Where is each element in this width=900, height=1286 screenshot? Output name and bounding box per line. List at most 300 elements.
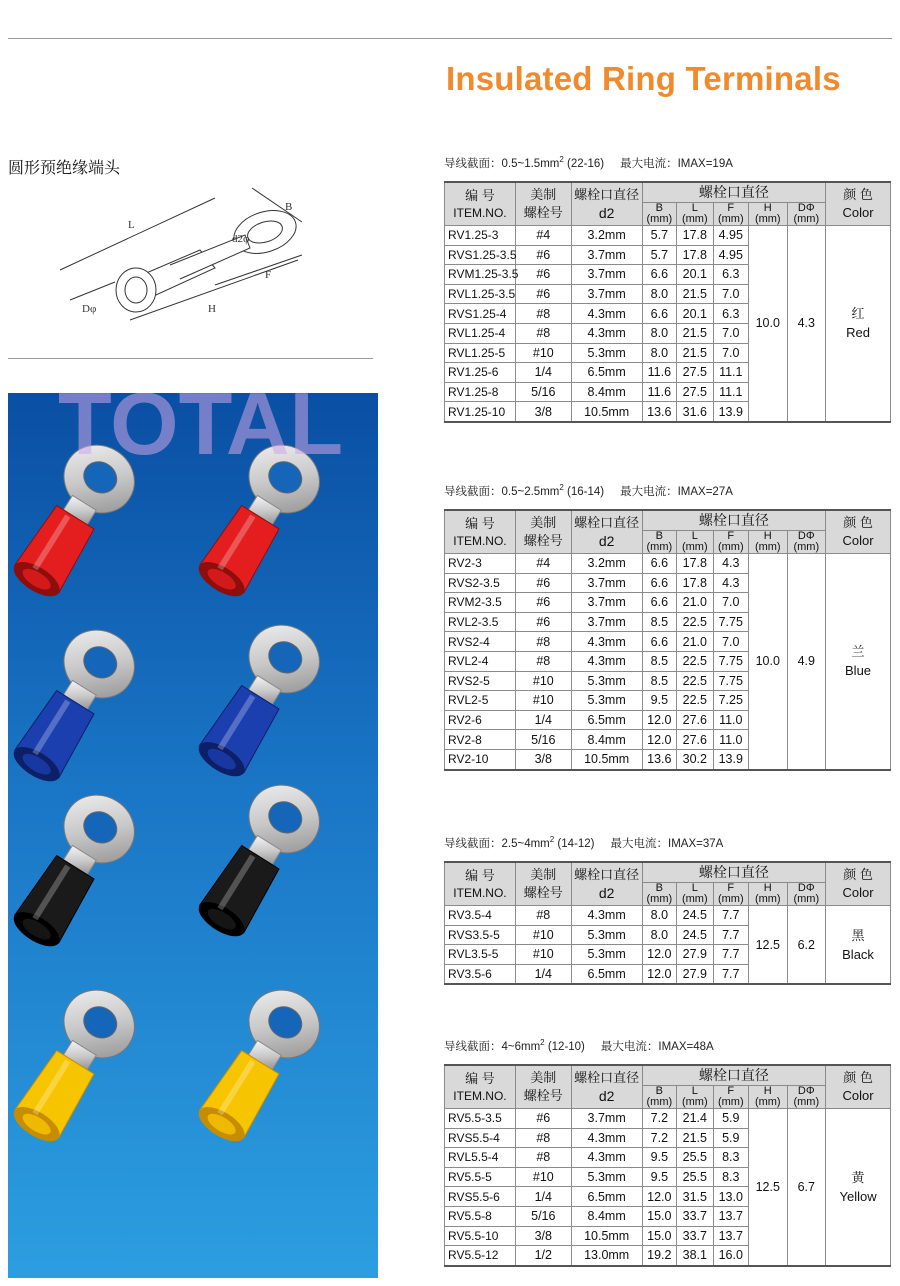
L-value: 25.5 bbox=[677, 1167, 713, 1187]
stud-size: 1/4 bbox=[515, 964, 571, 984]
B-value: 5.7 bbox=[642, 226, 676, 246]
color-en: Yellow bbox=[839, 1188, 877, 1204]
col-dims: 螺栓口直径 bbox=[642, 510, 825, 531]
item-no: RVS2-4 bbox=[445, 632, 516, 652]
d2-value: 5.3mm bbox=[571, 925, 642, 945]
L-value: 17.8 bbox=[677, 245, 713, 265]
d2-value: 4.3mm bbox=[571, 651, 642, 671]
color-cn: 黑 bbox=[851, 927, 865, 943]
L-value: 21.0 bbox=[677, 593, 713, 613]
col-stud: 美制 螺栓号 bbox=[515, 510, 571, 554]
color-en: Black bbox=[842, 946, 874, 962]
F-value: 13.7 bbox=[713, 1206, 748, 1226]
F-value: 7.7 bbox=[713, 964, 748, 984]
stud-size: 5/16 bbox=[515, 730, 571, 750]
F-value: 7.0 bbox=[713, 593, 748, 613]
F-value: 7.0 bbox=[713, 632, 748, 652]
col-item: 编 号 ITEM.NO. bbox=[445, 862, 516, 906]
col-color: 颜 色 Color bbox=[826, 1065, 891, 1109]
F-value: 8.3 bbox=[713, 1167, 748, 1187]
stud-size: #8 bbox=[515, 304, 571, 324]
item-no: RVS5.5-4 bbox=[445, 1128, 516, 1148]
wire-section: 导线截面：2.5~4mm bbox=[444, 838, 550, 850]
color-cn: 兰 bbox=[851, 644, 865, 660]
max-current: 最大电流：IMAX=27A bbox=[620, 486, 733, 498]
product-photo bbox=[8, 393, 378, 1278]
B-value: 12.0 bbox=[642, 710, 676, 730]
spec-table bbox=[444, 861, 891, 985]
section-header bbox=[444, 483, 733, 499]
item-no: RVL2-3.5 bbox=[445, 612, 516, 632]
d2-value: 4.3mm bbox=[571, 906, 642, 926]
color-en: Red bbox=[846, 325, 870, 341]
stud-size: 3/8 bbox=[515, 1226, 571, 1246]
item-no: RVS2-3.5 bbox=[445, 573, 516, 593]
wire-section-sup: 2 bbox=[559, 483, 564, 493]
B-value: 6.6 bbox=[642, 265, 676, 285]
wire-section: 导线截面：0.5~1.5mm bbox=[444, 158, 560, 170]
stud-size: 5/16 bbox=[515, 1206, 571, 1226]
d2-value: 10.5mm bbox=[571, 1226, 642, 1246]
item-no: RV5.5-3.5 bbox=[445, 1109, 516, 1129]
stud-size: #10 bbox=[515, 925, 571, 945]
stud-size: 1/4 bbox=[515, 363, 571, 383]
d2-value: 3.7mm bbox=[571, 612, 642, 632]
L-value: 31.6 bbox=[677, 402, 713, 422]
L-value: 27.9 bbox=[677, 945, 713, 965]
wire-section-sup: 2 bbox=[549, 835, 555, 845]
B-value: 6.6 bbox=[642, 632, 676, 652]
B-value: 12.0 bbox=[642, 730, 676, 750]
L-value: 17.8 bbox=[677, 554, 713, 574]
item-no: RV5.5-12 bbox=[445, 1246, 516, 1266]
col-d2: 螺栓口直径 d2 bbox=[571, 510, 642, 554]
col-stud: 美制 螺栓号 bbox=[515, 1065, 571, 1109]
awg: (22-16) bbox=[563, 158, 605, 170]
top-rule bbox=[8, 38, 892, 39]
col-d2: 螺栓口直径 d2 bbox=[571, 182, 642, 226]
F-value: 11.1 bbox=[713, 382, 748, 402]
F-value: 7.75 bbox=[713, 671, 748, 691]
L-value: 27.6 bbox=[677, 710, 713, 730]
col-dims: 螺栓口直径 bbox=[642, 1065, 825, 1086]
color-cn: 红 bbox=[851, 306, 865, 322]
L-value: 21.5 bbox=[677, 343, 713, 363]
L-value: 27.5 bbox=[677, 363, 713, 383]
item-no: RV1.25-10 bbox=[445, 402, 516, 422]
F-value: 4.3 bbox=[713, 573, 748, 593]
item-no: RVS3.5-5 bbox=[445, 925, 516, 945]
item-no: RVL1.25-3.5 bbox=[445, 284, 516, 304]
B-value: 8.0 bbox=[642, 343, 676, 363]
B-value: 8.5 bbox=[642, 671, 676, 691]
L-value: 20.1 bbox=[677, 265, 713, 285]
wire-section: 导线截面：0.5~2.5mm bbox=[444, 486, 560, 498]
terminal-6 bbox=[185, 772, 332, 948]
L-value: 17.8 bbox=[677, 226, 713, 246]
L-value: 24.5 bbox=[677, 925, 713, 945]
D-value: 6.2 bbox=[787, 906, 826, 985]
stud-size: #8 bbox=[515, 651, 571, 671]
terminal-8 bbox=[185, 977, 332, 1153]
d2-value: 10.5mm bbox=[571, 749, 642, 769]
F-value: 11.1 bbox=[713, 363, 748, 383]
item-no: RV5.5-8 bbox=[445, 1206, 516, 1226]
item-no: RV3.5-6 bbox=[445, 964, 516, 984]
col-F: F (mm) bbox=[713, 1086, 748, 1109]
d2-value: 3.7mm bbox=[571, 1109, 642, 1129]
section-header bbox=[444, 1038, 714, 1054]
item-no: RV3.5-4 bbox=[445, 906, 516, 926]
left-rule bbox=[8, 358, 373, 359]
col-L: L (mm) bbox=[677, 883, 713, 906]
item-no: RV5.5-5 bbox=[445, 1167, 516, 1187]
stud-size: #10 bbox=[515, 691, 571, 711]
d2-value: 4.3mm bbox=[571, 632, 642, 652]
color-cell bbox=[826, 906, 891, 985]
L-value: 24.5 bbox=[677, 906, 713, 926]
B-value: 9.5 bbox=[642, 691, 676, 711]
B-value: 15.0 bbox=[642, 1226, 676, 1246]
col-H: H (mm) bbox=[749, 883, 788, 906]
d2-value: 3.7mm bbox=[571, 573, 642, 593]
wire-section-sup: 2 bbox=[559, 155, 564, 165]
spec-table bbox=[444, 181, 891, 423]
col-B: B (mm) bbox=[642, 883, 676, 906]
B-value: 11.6 bbox=[642, 382, 676, 402]
col-d2: 螺栓口直径 d2 bbox=[571, 1065, 642, 1109]
F-value: 7.25 bbox=[713, 691, 748, 711]
page-title: Insulated Ring Terminals bbox=[446, 60, 841, 97]
chinese-title: 圆形预绝缘端头 bbox=[8, 160, 121, 177]
stud-size: #4 bbox=[515, 226, 571, 246]
max-current: 最大电流：IMAX=37A bbox=[610, 838, 724, 850]
d2-value: 8.4mm bbox=[571, 382, 642, 402]
d2-value: 3.2mm bbox=[571, 226, 642, 246]
item-no: RV2-10 bbox=[445, 749, 516, 769]
F-value: 4.95 bbox=[713, 226, 748, 246]
table-row bbox=[445, 226, 891, 246]
d2-value: 3.2mm bbox=[571, 554, 642, 574]
section-header bbox=[444, 835, 723, 851]
col-stud: 美制 螺栓号 bbox=[515, 862, 571, 906]
F-value: 4.3 bbox=[713, 554, 748, 574]
B-value: 15.0 bbox=[642, 1206, 676, 1226]
terminal-4 bbox=[185, 612, 332, 788]
L-value: 17.8 bbox=[677, 573, 713, 593]
B-value: 8.0 bbox=[642, 925, 676, 945]
stud-size: 1/4 bbox=[515, 1187, 571, 1207]
stud-size: #6 bbox=[515, 284, 571, 304]
col-F: F (mm) bbox=[713, 203, 748, 226]
F-value: 11.0 bbox=[713, 710, 748, 730]
d2-value: 5.3mm bbox=[571, 343, 642, 363]
B-value: 6.6 bbox=[642, 593, 676, 613]
item-no: RVL1.25-5 bbox=[445, 343, 516, 363]
color-cell bbox=[826, 554, 891, 770]
awg: (14-12) bbox=[554, 838, 595, 850]
label-B: B bbox=[285, 201, 293, 213]
L-value: 25.5 bbox=[677, 1148, 713, 1168]
stud-size: #8 bbox=[515, 323, 571, 343]
F-value: 13.9 bbox=[713, 402, 748, 422]
wire-section-sup: 2 bbox=[540, 1038, 545, 1048]
stud-size: 5/16 bbox=[515, 382, 571, 402]
L-value: 30.2 bbox=[677, 749, 713, 769]
stud-size: #4 bbox=[515, 554, 571, 574]
table-row bbox=[445, 906, 891, 926]
H-value: 12.5 bbox=[749, 1109, 788, 1266]
d2-value: 3.7mm bbox=[571, 245, 642, 265]
terminal-3 bbox=[8, 617, 147, 793]
B-value: 13.6 bbox=[642, 749, 676, 769]
col-D: DΦ (mm) bbox=[787, 1086, 826, 1109]
d2-value: 6.5mm bbox=[571, 1187, 642, 1207]
stud-size: #10 bbox=[515, 1167, 571, 1187]
label-L: L bbox=[128, 219, 135, 231]
watermark-text: TOTAL bbox=[58, 393, 344, 473]
F-value: 5.9 bbox=[713, 1128, 748, 1148]
d2-value: 5.3mm bbox=[571, 1167, 642, 1187]
L-value: 21.5 bbox=[677, 323, 713, 343]
color-en: Blue bbox=[845, 663, 872, 679]
item-no: RVS1.25-3.5 bbox=[445, 245, 516, 265]
d2-value: 8.4mm bbox=[571, 730, 642, 750]
d2-value: 10.5mm bbox=[571, 402, 642, 422]
F-value: 13.7 bbox=[713, 1226, 748, 1246]
terminal-images bbox=[8, 393, 378, 1278]
stud-size: #10 bbox=[515, 343, 571, 363]
col-color: 颜 色 Color bbox=[826, 862, 891, 906]
L-value: 27.5 bbox=[677, 382, 713, 402]
d2-value: 5.3mm bbox=[571, 691, 642, 711]
max-current: 最大电流：IMAX=48A bbox=[600, 1041, 714, 1053]
B-value: 12.0 bbox=[642, 1187, 676, 1207]
d2-value: 4.3mm bbox=[571, 323, 642, 343]
col-L: L (mm) bbox=[677, 203, 713, 226]
item-no: RVL2-5 bbox=[445, 691, 516, 711]
d2-value: 3.7mm bbox=[571, 284, 642, 304]
awg: (12-10) bbox=[544, 1041, 585, 1053]
stud-size: #8 bbox=[515, 1128, 571, 1148]
col-item: 编 号 ITEM.NO. bbox=[445, 510, 516, 554]
stud-size: #8 bbox=[515, 632, 571, 652]
d2-value: 13.0mm bbox=[571, 1246, 642, 1266]
F-value: 4.95 bbox=[713, 245, 748, 265]
stud-size: #10 bbox=[515, 945, 571, 965]
label-H: H bbox=[208, 303, 216, 315]
D-value: 4.9 bbox=[787, 554, 826, 770]
item-no: RVS5.5-6 bbox=[445, 1187, 516, 1207]
item-no: RV1.25-3 bbox=[445, 226, 516, 246]
B-value: 6.6 bbox=[642, 573, 676, 593]
D-value: 6.7 bbox=[787, 1109, 826, 1266]
stud-size: 3/8 bbox=[515, 749, 571, 769]
table-row bbox=[445, 1109, 891, 1129]
col-F: F (mm) bbox=[713, 531, 748, 554]
B-value: 6.6 bbox=[642, 304, 676, 324]
L-value: 22.5 bbox=[677, 651, 713, 671]
F-value: 7.7 bbox=[713, 925, 748, 945]
col-D: DΦ (mm) bbox=[787, 203, 826, 226]
L-value: 33.7 bbox=[677, 1206, 713, 1226]
L-value: 27.6 bbox=[677, 730, 713, 750]
F-value: 7.7 bbox=[713, 906, 748, 926]
F-value: 6.3 bbox=[713, 265, 748, 285]
item-no: RVS2-5 bbox=[445, 671, 516, 691]
B-value: 8.0 bbox=[642, 906, 676, 926]
stud-size: #6 bbox=[515, 612, 571, 632]
d2-value: 4.3mm bbox=[571, 304, 642, 324]
stud-size: 1/2 bbox=[515, 1246, 571, 1266]
awg: (16-14) bbox=[563, 486, 605, 498]
B-value: 11.6 bbox=[642, 363, 676, 383]
L-value: 31.5 bbox=[677, 1187, 713, 1207]
color-cell bbox=[826, 226, 891, 422]
F-value: 6.3 bbox=[713, 304, 748, 324]
B-value: 19.2 bbox=[642, 1246, 676, 1266]
section-header bbox=[444, 155, 733, 171]
H-value: 10.0 bbox=[749, 226, 788, 422]
F-value: 8.3 bbox=[713, 1148, 748, 1168]
F-value: 13.9 bbox=[713, 749, 748, 769]
max-current: 最大电流：IMAX=19A bbox=[620, 158, 733, 170]
d2-value: 3.7mm bbox=[571, 265, 642, 285]
color-cn: 黄 bbox=[851, 1169, 865, 1185]
item-no: RV2-6 bbox=[445, 710, 516, 730]
item-no: RV2-3 bbox=[445, 554, 516, 574]
item-no: RVL5.5-4 bbox=[445, 1148, 516, 1168]
item-no: RVL2-4 bbox=[445, 651, 516, 671]
B-value: 13.6 bbox=[642, 402, 676, 422]
L-value: 21.0 bbox=[677, 632, 713, 652]
B-value: 7.2 bbox=[642, 1128, 676, 1148]
F-value: 5.9 bbox=[713, 1109, 748, 1129]
L-value: 22.5 bbox=[677, 691, 713, 711]
F-value: 7.7 bbox=[713, 945, 748, 965]
col-dims: 螺栓口直径 bbox=[642, 862, 825, 883]
d2-value: 8.4mm bbox=[571, 1206, 642, 1226]
col-H: H (mm) bbox=[749, 203, 788, 226]
col-H: H (mm) bbox=[749, 531, 788, 554]
item-no: RVS1.25-4 bbox=[445, 304, 516, 324]
col-item: 编 号 ITEM.NO. bbox=[445, 1065, 516, 1109]
col-L: L (mm) bbox=[677, 531, 713, 554]
B-value: 8.5 bbox=[642, 651, 676, 671]
stud-size: #6 bbox=[515, 593, 571, 613]
item-no: RVL1.25-4 bbox=[445, 323, 516, 343]
F-value: 7.0 bbox=[713, 343, 748, 363]
stud-size: 3/8 bbox=[515, 402, 571, 422]
L-value: 21.5 bbox=[677, 284, 713, 304]
F-value: 7.75 bbox=[713, 612, 748, 632]
d2-value: 6.5mm bbox=[571, 710, 642, 730]
label-d2: d2φ bbox=[232, 233, 250, 245]
label-D: Dφ bbox=[82, 303, 97, 315]
col-D: DΦ (mm) bbox=[787, 883, 826, 906]
dimension-diagram bbox=[40, 180, 320, 340]
wire-section: 导线截面：4~6mm bbox=[444, 1041, 541, 1053]
L-value: 22.5 bbox=[677, 671, 713, 691]
L-value: 27.9 bbox=[677, 964, 713, 984]
item-no: RV2-8 bbox=[445, 730, 516, 750]
col-B: B (mm) bbox=[642, 1086, 676, 1109]
F-value: 11.0 bbox=[713, 730, 748, 750]
color-cell bbox=[826, 1109, 891, 1266]
col-D: DΦ (mm) bbox=[787, 531, 826, 554]
B-value: 8.5 bbox=[642, 612, 676, 632]
terminal-7 bbox=[8, 977, 147, 1153]
item-no: RVM1.25-3.5 bbox=[445, 265, 516, 285]
d2-value: 5.3mm bbox=[571, 671, 642, 691]
stud-size: #8 bbox=[515, 906, 571, 926]
col-d2: 螺栓口直径 d2 bbox=[571, 862, 642, 906]
H-value: 12.5 bbox=[749, 906, 788, 985]
d2-value: 5.3mm bbox=[571, 945, 642, 965]
item-no: RV1.25-6 bbox=[445, 363, 516, 383]
col-L: L (mm) bbox=[677, 1086, 713, 1109]
F-value: 16.0 bbox=[713, 1246, 748, 1266]
L-value: 20.1 bbox=[677, 304, 713, 324]
B-value: 8.0 bbox=[642, 284, 676, 304]
B-value: 7.2 bbox=[642, 1109, 676, 1129]
spec-table bbox=[444, 1064, 891, 1267]
d2-value: 4.3mm bbox=[571, 1148, 642, 1168]
stud-size: #6 bbox=[515, 245, 571, 265]
col-dims: 螺栓口直径 bbox=[642, 182, 825, 203]
col-item: 编 号 ITEM.NO. bbox=[445, 182, 516, 226]
col-color: 颜 色 Color bbox=[826, 510, 891, 554]
B-value: 9.5 bbox=[642, 1167, 676, 1187]
stud-size: 1/4 bbox=[515, 710, 571, 730]
stud-size: #10 bbox=[515, 671, 571, 691]
B-value: 6.6 bbox=[642, 554, 676, 574]
B-value: 9.5 bbox=[642, 1148, 676, 1168]
B-value: 5.7 bbox=[642, 245, 676, 265]
stud-size: #6 bbox=[515, 573, 571, 593]
col-stud: 美制 螺栓号 bbox=[515, 182, 571, 226]
F-value: 7.75 bbox=[713, 651, 748, 671]
L-value: 22.5 bbox=[677, 612, 713, 632]
stud-size: #8 bbox=[515, 1148, 571, 1168]
F-value: 7.0 bbox=[713, 284, 748, 304]
L-value: 33.7 bbox=[677, 1226, 713, 1246]
col-F: F (mm) bbox=[713, 883, 748, 906]
B-value: 8.0 bbox=[642, 323, 676, 343]
col-B: B (mm) bbox=[642, 203, 676, 226]
D-value: 4.3 bbox=[787, 226, 826, 422]
col-B: B (mm) bbox=[642, 531, 676, 554]
terminal-5 bbox=[8, 782, 147, 958]
item-no: RVM2-3.5 bbox=[445, 593, 516, 613]
L-value: 21.5 bbox=[677, 1128, 713, 1148]
d2-value: 6.5mm bbox=[571, 964, 642, 984]
item-no: RV1.25-8 bbox=[445, 382, 516, 402]
d2-value: 6.5mm bbox=[571, 363, 642, 383]
d2-value: 4.3mm bbox=[571, 1128, 642, 1148]
stud-size: #6 bbox=[515, 265, 571, 285]
col-H: H (mm) bbox=[749, 1086, 788, 1109]
F-value: 7.0 bbox=[713, 323, 748, 343]
col-color: 颜 色 Color bbox=[826, 182, 891, 226]
F-value: 13.0 bbox=[713, 1187, 748, 1207]
item-no: RV5.5-10 bbox=[445, 1226, 516, 1246]
table-row bbox=[445, 554, 891, 574]
L-value: 21.4 bbox=[677, 1109, 713, 1129]
label-F: F bbox=[265, 269, 272, 281]
H-value: 10.0 bbox=[749, 554, 788, 770]
spec-table bbox=[444, 509, 891, 771]
